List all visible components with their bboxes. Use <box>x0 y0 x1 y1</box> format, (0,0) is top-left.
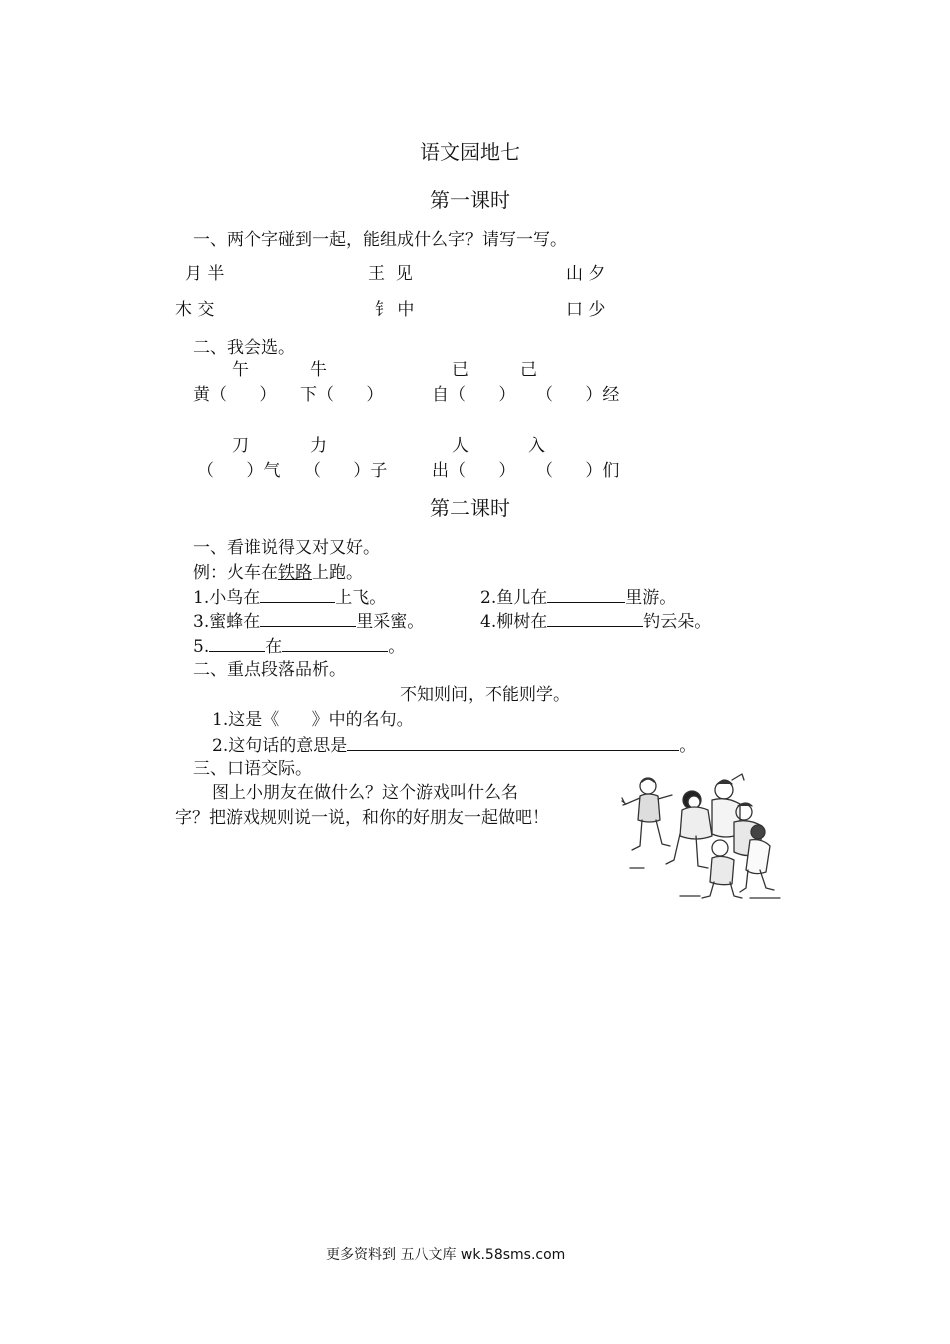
answer-blank[interactable] <box>547 610 643 627</box>
char-pair: 木 交 <box>175 300 215 320</box>
fill-blank[interactable]: （ ）经 <box>536 385 620 405</box>
fill-blank[interactable]: （ ）气 <box>197 461 281 481</box>
answer-blank[interactable] <box>260 610 356 627</box>
item-text: 。 <box>679 736 697 756</box>
item-text: 3.蜜蜂在 <box>193 612 261 632</box>
fill-blank[interactable]: 下（ ） <box>300 385 384 405</box>
item-text: 5. <box>193 637 210 657</box>
lesson1-q1-prompt: 一、两个字碰到一起，能组成什么字？请写一写。 <box>193 230 567 250</box>
fill-blank[interactable]: 自（ ） <box>432 385 516 405</box>
char-pair: 山 夕 <box>566 264 606 284</box>
lesson2-heading: 第二课时 <box>430 496 510 520</box>
char-pair: 王 见 <box>368 264 413 284</box>
example-suffix: 上跑。 <box>312 563 363 583</box>
oral-line-2: 字？把游戏规则说一说，和你的好朋友一起做吧！ <box>175 808 549 828</box>
children-game-illustration <box>620 772 810 902</box>
item-text: 上飞。 <box>335 588 387 608</box>
item-text: 钓云朵。 <box>643 612 712 632</box>
option-char: 己 <box>520 360 537 380</box>
fill-item-5 <box>193 635 405 658</box>
item-text: 2.鱼儿在 <box>480 588 548 608</box>
example-sentence <box>193 562 363 584</box>
option-char: 入 <box>528 436 545 456</box>
example-underlined: 铁路 <box>278 563 312 583</box>
page-title: 语文园地七 <box>420 140 520 164</box>
item-text: 在 <box>265 637 283 657</box>
lesson1-q2-prompt: 二、我会选。 <box>193 338 295 358</box>
answer-blank[interactable] <box>209 635 265 652</box>
answer-blank[interactable] <box>347 734 679 751</box>
option-char: 刀 <box>232 436 249 456</box>
answer-blank[interactable] <box>547 586 625 603</box>
sub-question-1[interactable]: 1.这是《 》中的名句。 <box>212 710 414 730</box>
item-text: 里游。 <box>625 588 677 608</box>
option-char: 牛 <box>310 360 327 380</box>
sub-question-2 <box>212 734 696 757</box>
option-char: 已 <box>452 360 469 380</box>
item-text: 1.小鸟在 <box>193 588 261 608</box>
option-char: 午 <box>232 360 249 380</box>
example-prefix: 例：火车在 <box>193 563 278 583</box>
fill-item-2 <box>480 586 676 609</box>
footer-source[interactable]: 更多资料到 五八文库 wk.58sms.com <box>326 1247 566 1263</box>
option-char: 力 <box>310 436 327 456</box>
fill-item-3 <box>193 610 424 633</box>
lesson2-q3-prompt: 三、口语交际。 <box>193 759 312 779</box>
item-text: 里采蜜。 <box>356 612 425 632</box>
char-pair: 口 少 <box>566 300 606 320</box>
fill-item-1 <box>193 586 386 609</box>
lesson1-heading: 第一课时 <box>430 188 510 212</box>
char-pair: 钅 中 <box>375 300 415 320</box>
fill-blank[interactable]: 出（ ） <box>432 461 516 481</box>
item-text: 2.这句话的意思是 <box>212 736 348 756</box>
fill-blank[interactable]: （ ）子 <box>304 461 388 481</box>
lesson2-q1-prompt: 一、看谁说得又对又好。 <box>193 538 380 558</box>
answer-blank[interactable] <box>282 635 388 652</box>
fill-blank[interactable]: （ ）们 <box>536 461 620 481</box>
fill-blank[interactable]: 黄（ ） <box>193 385 277 405</box>
item-text: 。 <box>388 637 406 657</box>
char-pair: 月 半 <box>185 264 225 284</box>
oral-line-1: 图上小朋友在做什么？这个游戏叫什么名 <box>212 783 518 803</box>
lesson2-q2-prompt: 二、重点段落品析。 <box>193 660 346 680</box>
quote: 不知则问，不能则学。 <box>400 685 570 705</box>
option-char: 人 <box>452 436 469 456</box>
item-text: 4.柳树在 <box>480 612 548 632</box>
fill-item-4 <box>480 610 711 633</box>
answer-blank[interactable] <box>260 586 335 603</box>
